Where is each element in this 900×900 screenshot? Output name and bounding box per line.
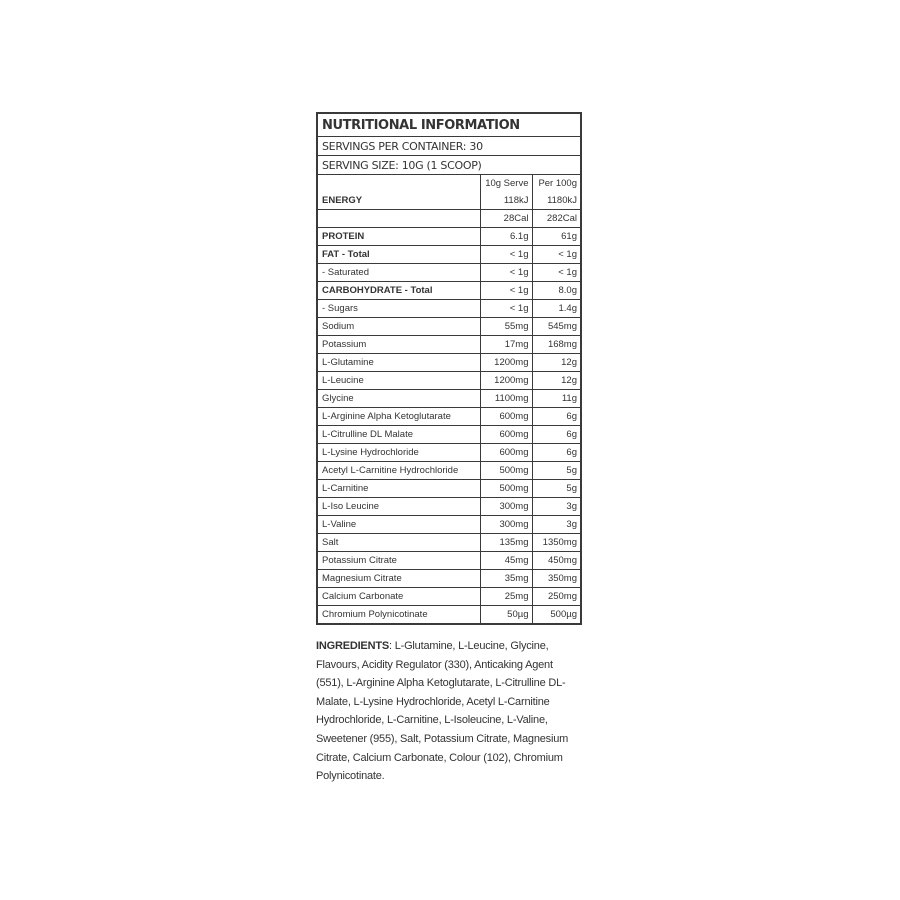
table-row bbox=[318, 354, 580, 372]
value-per-serve: 1100mg bbox=[480, 390, 532, 408]
nutrient-name: - Sugars bbox=[318, 300, 480, 318]
value-per-100g: < 1g bbox=[532, 246, 580, 264]
table-row bbox=[318, 228, 580, 246]
value-per-serve: 135mg bbox=[480, 534, 532, 552]
nutrient-name: Potassium Citrate bbox=[318, 552, 480, 570]
ingredients-label: INGREDIENTS bbox=[316, 640, 389, 652]
value-per-serve: 45mg bbox=[480, 552, 532, 570]
value-per-serve: 25mg bbox=[480, 588, 532, 606]
nutrient-name: Magnesium Citrate bbox=[318, 570, 480, 588]
nutrient-name: Sodium bbox=[318, 318, 480, 336]
value-per-serve: 55mg bbox=[480, 318, 532, 336]
table-row bbox=[318, 282, 580, 300]
value-per-100g: 6g bbox=[532, 426, 580, 444]
table-row bbox=[318, 426, 580, 444]
ingredients-block bbox=[316, 637, 578, 786]
nutrient-name: FAT - Total bbox=[318, 246, 480, 264]
value-per-100g: 350mg bbox=[532, 570, 580, 588]
nutrient-name: L-Iso Leucine bbox=[318, 498, 480, 516]
table-row bbox=[318, 336, 580, 354]
nutrient-name: L-Carnitine bbox=[318, 480, 480, 498]
nutrient-name: L-Glutamine bbox=[318, 354, 480, 372]
nutrient-name: L-Citrulline DL Malate bbox=[318, 426, 480, 444]
nutrient-name: Potassium bbox=[318, 336, 480, 354]
value-per-100g: 5g bbox=[532, 480, 580, 498]
table-row bbox=[318, 516, 580, 534]
value-per-serve: 600mg bbox=[480, 444, 532, 462]
value-per-100g: 450mg bbox=[532, 552, 580, 570]
header-nutrient bbox=[318, 175, 480, 192]
value-per-100g: 8.0g bbox=[532, 282, 580, 300]
value-per-serve: 35mg bbox=[480, 570, 532, 588]
table-row bbox=[318, 192, 580, 210]
table-row bbox=[318, 534, 580, 552]
nutrient-name: L-Lysine Hydrochloride bbox=[318, 444, 480, 462]
value-per-100g: 545mg bbox=[532, 318, 580, 336]
table-row bbox=[318, 570, 580, 588]
table-row bbox=[318, 390, 580, 408]
value-per-serve: 1200mg bbox=[480, 354, 532, 372]
table-row bbox=[318, 264, 580, 282]
value-per-100g: 11g bbox=[532, 390, 580, 408]
table-row bbox=[318, 210, 580, 228]
value-per-serve: < 1g bbox=[480, 282, 532, 300]
nutrient-name: L-Valine bbox=[318, 516, 480, 534]
value-per-100g: 6g bbox=[532, 408, 580, 426]
table-header-row bbox=[318, 175, 580, 192]
value-per-serve: 17mg bbox=[480, 336, 532, 354]
panel-title: NUTRITIONAL INFORMATION bbox=[318, 114, 580, 137]
value-per-serve: 118kJ bbox=[480, 192, 532, 210]
nutrient-name bbox=[318, 210, 480, 228]
nutrient-name: Glycine bbox=[318, 390, 480, 408]
table-row bbox=[318, 480, 580, 498]
table-row bbox=[318, 588, 580, 606]
table-row bbox=[318, 552, 580, 570]
value-per-100g: 1350mg bbox=[532, 534, 580, 552]
value-per-100g: 1.4g bbox=[532, 300, 580, 318]
value-per-serve: < 1g bbox=[480, 246, 532, 264]
value-per-100g: 3g bbox=[532, 516, 580, 534]
nutrient-name: Salt bbox=[318, 534, 480, 552]
nutrient-name: Acetyl L-Carnitine Hydrochloride bbox=[318, 462, 480, 480]
value-per-serve: 300mg bbox=[480, 516, 532, 534]
value-per-100g: 6g bbox=[532, 444, 580, 462]
value-per-100g: 282Cal bbox=[532, 210, 580, 228]
nutrient-name: CARBOHYDRATE - Total bbox=[318, 282, 480, 300]
value-per-serve: 500mg bbox=[480, 462, 532, 480]
serving-size: SERVING SIZE: 10G (1 SCOOP) bbox=[318, 156, 580, 175]
table-row bbox=[318, 462, 580, 480]
table-row bbox=[318, 246, 580, 264]
value-per-100g: < 1g bbox=[532, 264, 580, 282]
value-per-100g: 250mg bbox=[532, 588, 580, 606]
value-per-100g: 61g bbox=[532, 228, 580, 246]
value-per-serve: 600mg bbox=[480, 426, 532, 444]
value-per-100g: 5g bbox=[532, 462, 580, 480]
header-per-100g: Per 100g bbox=[532, 175, 580, 192]
table-row bbox=[318, 372, 580, 390]
servings-per-container: SERVINGS PER CONTAINER: 30 bbox=[318, 137, 580, 156]
nutrition-panel bbox=[316, 112, 582, 625]
value-per-serve: 28Cal bbox=[480, 210, 532, 228]
value-per-serve: < 1g bbox=[480, 300, 532, 318]
nutrient-name: Calcium Carbonate bbox=[318, 588, 480, 606]
nutrition-rows bbox=[318, 192, 580, 623]
nutrient-name: - Saturated bbox=[318, 264, 480, 282]
nutrient-name: L-Arginine Alpha Ketoglutarate bbox=[318, 408, 480, 426]
table-row bbox=[318, 498, 580, 516]
header-serve: 10g Serve bbox=[480, 175, 532, 192]
table-row bbox=[318, 606, 580, 624]
value-per-serve: < 1g bbox=[480, 264, 532, 282]
value-per-serve: 300mg bbox=[480, 498, 532, 516]
table-row bbox=[318, 318, 580, 336]
value-per-serve: 50µg bbox=[480, 606, 532, 624]
value-per-serve: 1200mg bbox=[480, 372, 532, 390]
value-per-100g: 3g bbox=[532, 498, 580, 516]
ingredients-text: : L-Glutamine, L-Leucine, Glycine, Flavours, Acidity Regulator (330), Anticaking Agent (551), L-Arginine Alpha Ketoglutarate, L-Citrulline DL-Malate, L-Lysine Hydrochloride, Acetyl L-Carnitine Hydrochloride, L-Carnitine, L-Isoleucine, L-Valine, Sweetener (955), Salt, Potassium Citrate, Magnesium Citrate, Calcium Carbonate, Colour (102), Chromium Polynicotinate. bbox=[316, 640, 569, 783]
value-per-100g: 1180kJ bbox=[532, 192, 580, 210]
table-row bbox=[318, 408, 580, 426]
table-row bbox=[318, 300, 580, 318]
value-per-100g: 168mg bbox=[532, 336, 580, 354]
table-row bbox=[318, 444, 580, 462]
value-per-serve: 6.1g bbox=[480, 228, 532, 246]
nutrient-name: Chromium Polynicotinate bbox=[322, 609, 428, 620]
value-per-serve: 500mg bbox=[480, 480, 532, 498]
nutrient-name: PROTEIN bbox=[318, 228, 480, 246]
value-per-100g: 12g bbox=[532, 372, 580, 390]
nutrient-name: L-Leucine bbox=[318, 372, 480, 390]
value-per-100g: 500µg bbox=[532, 606, 580, 624]
value-per-100g: 12g bbox=[532, 354, 580, 372]
nutrition-table bbox=[318, 175, 580, 623]
nutrient-name: ENERGY bbox=[318, 192, 480, 210]
value-per-serve: 600mg bbox=[480, 408, 532, 426]
